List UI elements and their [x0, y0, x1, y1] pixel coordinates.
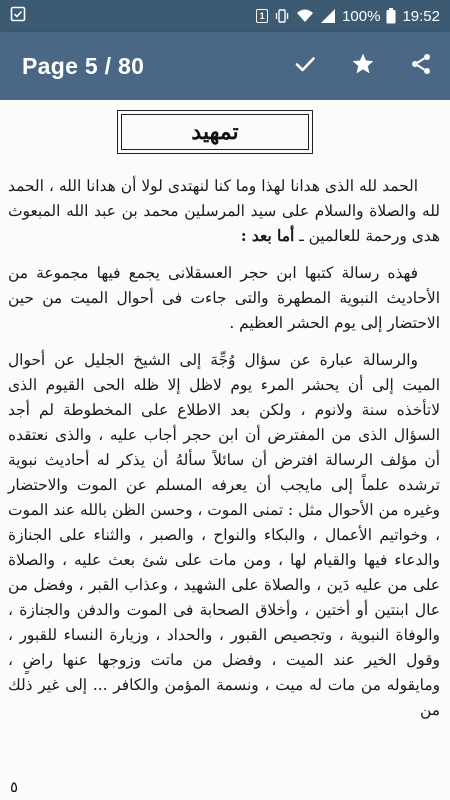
bookmark-star-button[interactable] [334, 32, 392, 100]
check-button[interactable] [276, 32, 334, 100]
document-heading: تمهيد [191, 119, 239, 145]
app-bar [0, 32, 450, 100]
page-number: ٥ [10, 778, 19, 796]
status-right [256, 8, 440, 25]
paragraph-1 [8, 174, 440, 249]
wifi-icon [296, 8, 314, 24]
share-button[interactable] [392, 32, 450, 100]
heading-frame [117, 110, 313, 154]
paragraph-3: والرسالة عبارة عن سؤال وُجِّهَ إلى الشيخ الجليل عن أحوال الميت إلى أن يحشر المرء يوم لاظل إلا ظله الحى القيوم الذى لاتأخذه سنة ولانوم ، ولكن بعد الاطلاع على المخطوطة لم أجد السؤال الذى من المفترض أن ابن حجر أجاب عليه ، والذى نعتقده أن مؤلف الرسالة افترض أن سائلاً سألهُ أن يذكر له أحاديث نبوية ترشده علماً إلى مايجب أن يعرفه المسلم عن الموت والاحتضار وغيره من الأحوال مثل : تمنى الموت ، وحسن الظن بالله عند الموت ، وخواتيم الأعمال ، والبكاء والنواح ، والصبر ، والثناء على الجنازة والدعاء فيها والقيام لها ، ومن مات على شئ بعث عليه ، والصلاة على من عليه دَين ، والصلاة على الشهيد ، وعذاب القبر ، وفضل من عال ابنتين أو أختين ، وأخلاق الصحابة فى الموت والدفن والجنازة ، والوفاة النبوية ، وتجصيص القبور ، والحداد ، وزيارة النساء للقبور ، وقول الخير عند الميت ، وفضل من ماتت وزوجها عنها راضٍ ، ومايقوله من مات له ميت ، ونسمة المؤمن والكافر ... إلى غير ذلك من [8, 351, 440, 719]
battery-percent: 100% [342, 7, 381, 25]
document-body [8, 174, 440, 735]
star-icon [350, 51, 376, 81]
status-time: 19:52 [402, 7, 440, 25]
share-icon [409, 52, 433, 80]
check-icon [293, 52, 317, 80]
page-title: Page 5 / 80 [22, 52, 145, 79]
paragraph-1-end: أما بعد : [240, 227, 295, 245]
document-page[interactable] [0, 100, 450, 800]
battery-icon [386, 8, 396, 24]
screenshot-icon [10, 6, 26, 26]
signal-icon [320, 8, 336, 24]
app-actions [276, 32, 450, 100]
status-bar [0, 0, 450, 32]
vibrate-icon [274, 8, 290, 24]
sim-icon: 1 [256, 9, 268, 23]
paragraph-2: فهذه رسالة كتبها ابن حجر العسقلانى يجمع فيها مجموعة من الأحاديث النبوية المطهرة والتى جاءت فى أحوال الميت من حين الاحتضار إلى يوم الحشر العظيم . [8, 264, 440, 332]
paragraph-1-text: الحمد لله الذى هدانا لهذا وما كنا لنهتدى لولا أن هدانا الله ، الحمد لله والصلاة والسلام على سيد المرسلين محمد بن عبد الله المبعوث هدى ورحمة للعالمين ـ [8, 177, 440, 245]
status-left [10, 6, 26, 26]
heading-frame-inner [121, 114, 309, 150]
